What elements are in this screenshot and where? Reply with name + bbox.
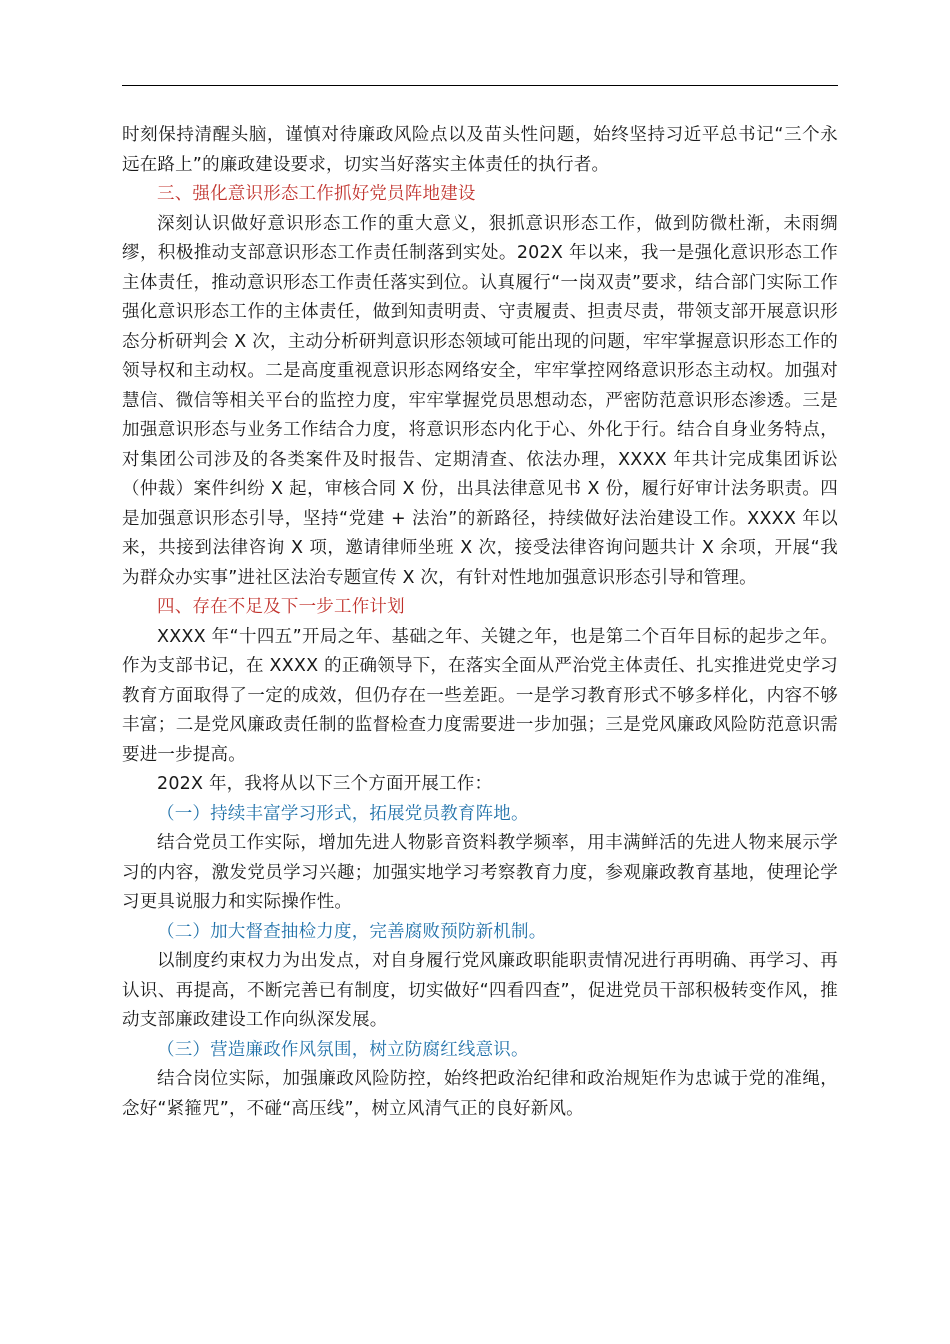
paragraph-plan-2: 以制度约束权力为出发点，对自身履行党风廉政职能职责情况进行再明确、再学习、再认识、再提高，不断完善已有制度，切实做好“四看四查”，促进党员干部积极转变作风，推动支部廉政建设工作向纵深发展。 (122, 951, 838, 1030)
document-body (122, 121, 838, 1124)
paragraph-ideology-work: 深刻认识做好意识形态工作的重大意义，狠抓意识形态工作，做到防微杜渐，未雨绸缪，积极推动支部意识形态工作责任制落到实处。202X 年以来，我一是强化意识形态工作主体责任，推动意识形态工作责任落实到位。认真履行“一岗双责”要求，结合部门实际工作强化意识形态工作的主体责任，做到知责明责、守责履责、担责尽责，带领支部开展意识形态分析研判会 X 次，主动分析研判意识形态领域可能出现的问题，牢牢掌握意识形态工作的领导权和主动权。二是高度重视意识形态网络安全，牢牢掌控网络意识形态主动权。加强对慧信、微信等相关平台的监控力度，牢牢掌握党员思想动态，严密防范意识形态渗透。三是加强意识形态与业务工作结合力度，将意识形态内化于心、外化于行。结合自身业务特点，对集团公司涉及的各类案件及时报告、定期清查、依法办理，XXXX 年共计完成集团诉讼（仲裁）案件纠纷 X 起，审核合同 X 份，出具法律意见书 X 份，履行好审计法务职责。四是加强意识形态引导，坚持“党建 + 法治”的新路径，持续做好法治建设工作。XXXX 年以来，共接到法律咨询 X 项，邀请律师坐班 X 次，接受法律咨询问题共计 X 余项，开展“我为群众办实事”进社区法治专题宣传 X 次，有针对性地加强意识形态引导和管理。 (122, 213, 838, 588)
paragraph-shortcomings: XXXX 年“十四五”开局之年、基础之年、关键之年，也是第二个百年目标的起步之年。作为支部书记，在 XXXX 的正确领导下，在落实全面从严治党主体责任、扎实推进党史学习教育方面取得了一定的成效，但仍存在一些差距。一是学习教育形式不够多样化，内容不够丰富；二是党风廉政责任制的监督检查力度需要进一步加强；三是党风廉政风险防范意识需要进一步提高。 (122, 626, 838, 765)
paragraph-continuation: 时刻保持清醒头脑，谨慎对待廉政风险点以及苗头性问题，始终坚持习近平总书记“三个永远在路上”的廉政建设要求，切实当好落实主体责任的执行者。 (122, 125, 838, 175)
subheading-1: （一）持续丰富学习形式，拓展党员教育阵地。 (157, 803, 529, 824)
subheading-3: （三）营造廉政作风氛围，树立防腐红线意识。 (157, 1039, 529, 1060)
section-heading-4: 四、存在不足及下一步工作计划 (157, 597, 405, 617)
paragraph-plan-3: 结合岗位实际，加强廉政风险防控，始终把政治纪律和政治规矩作为忠诚于党的准绳，念好“紧箍咒”，不碰“高压线”，树立风清气正的良好新风。 (122, 1069, 838, 1119)
subheading-2: （二）加大督查抽检力度，完善腐败预防新机制。 (157, 921, 547, 942)
paragraph-plan-intro: 202X 年，我将从以下三个方面开展工作： (157, 774, 493, 794)
header-rule (122, 85, 838, 86)
paragraph-plan-1: 结合党员工作实际，增加先进人物影音资料教学频率，用丰满鲜活的先进人物来展示学习的内容，激发党员学习兴趣；加强实地学习考察教育力度，参观廉政教育基地，使理论学习更具说服力和实际操作性。 (122, 833, 838, 912)
section-heading-3: 三、强化意识形态工作抓好党员阵地建设 (157, 184, 476, 204)
